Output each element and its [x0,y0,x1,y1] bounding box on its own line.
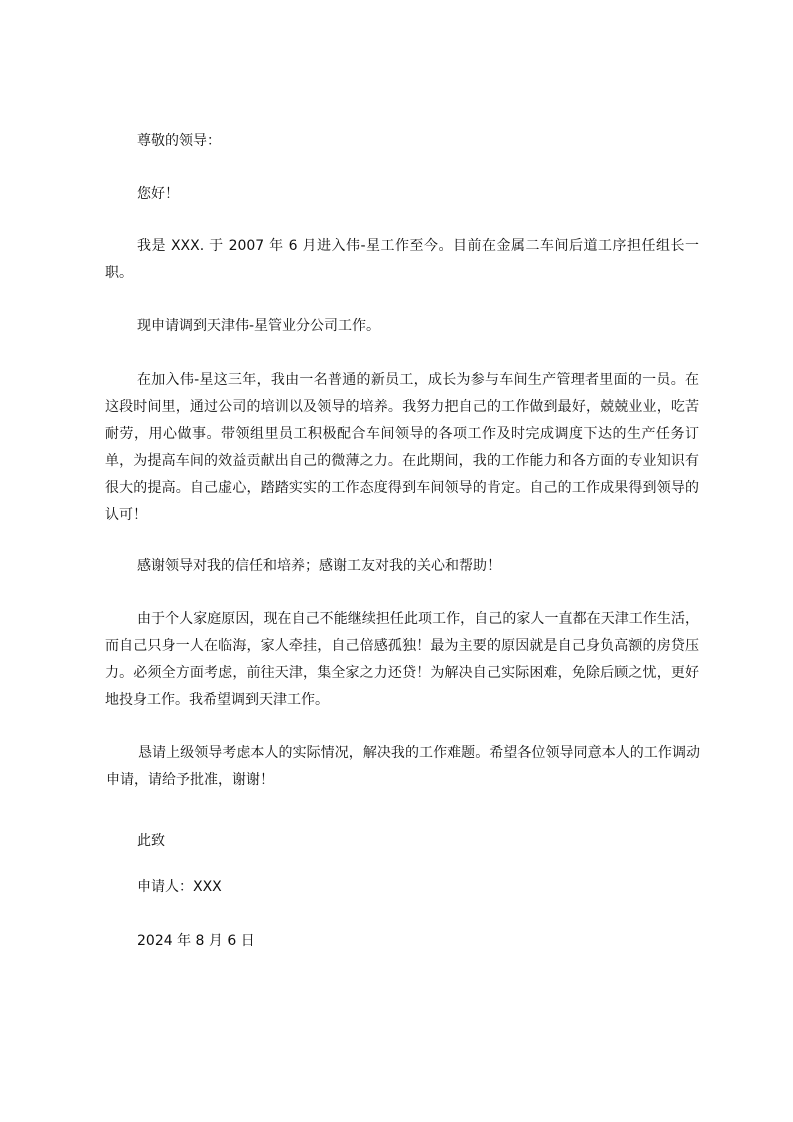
letter-date: 2024 年 8 月 6 日 [137,933,255,949]
salutation: 尊敬的领导： [137,133,221,149]
greeting: 您好！ [137,186,179,202]
paragraph-plea: 恳请上级领导考虑本人的实际情况，解决我的工作难题。希望各位领导同意本人的工作调动申请，请给予批准，谢谢！ [106,745,700,788]
paragraph-intro: 我是 XXX. 于 2007 年 6 月进入伟-星工作至今。目前在金属二车间后道工序担任组长一职。 [105,238,699,281]
paragraph-experience: 在加入伟-星这三年，我由一名普通的新员工，成长为参与车间生产管理者里面的一员。在这段时间里，通过公司的培训以及领导的培养。我努力把自己的工作做到最好，兢兢业业，吃苦耐劳，用心做事。带领组里员工积极配合车间领导的各项工作及时完成调度下达的生产任务订单，为提高车间的效益贡献出自己的微薄之力。在此期间，我的工作能力和各方面的专业知识有很大的提高。自己虚心，踏踏实实的工作态度得到车间领导的肯定。自己的工作成果得到领导的认可！ [105,372,699,523]
applicant-signature: 申请人：XXX [137,879,222,895]
closing: 此致 [137,833,165,849]
paragraph-thanks: 感谢领导对我的信任和培养；感谢工友对我的关心和帮助！ [137,558,501,574]
paragraph-request: 现申请调到天津伟-星管业分公司工作。 [137,318,381,334]
paragraph-reason: 由于个人家庭原因，现在自己不能继续担任此项工作，自己的家人一直都在天津工作生活，而自己只身一人在临海，家人牵挂，自己倍感孤独！最为主要的原因就是自己身负高额的房贷压力。必须全方面考虑，前往天津，集全家之力还贷！为解决自己实际困难，免除后顾之忧，更好地投身工作。我希望调到天津工作。 [105,611,699,708]
